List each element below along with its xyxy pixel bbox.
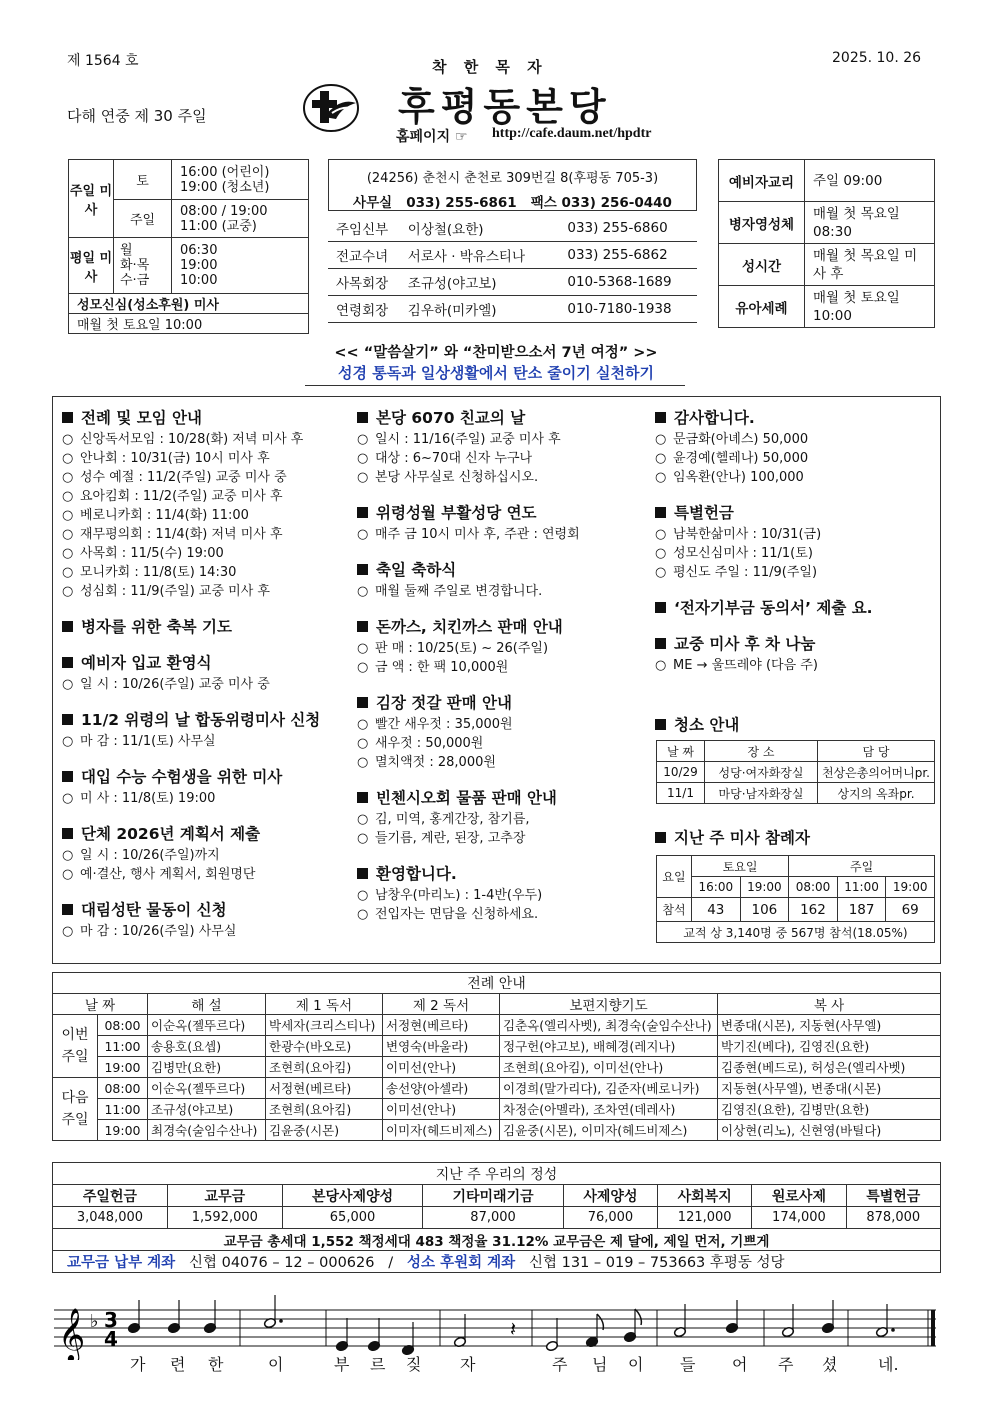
contact-row	[328, 269, 697, 296]
notice-section	[357, 786, 647, 848]
rest-icon: 𝄽	[510, 1317, 517, 1341]
notice-item: ○ 매주 금 10시 미사 후, 주관 : 연령회	[357, 527, 580, 542]
contact-role: 연령회장	[336, 303, 389, 319]
lyric-syllable: 들	[680, 1355, 696, 1374]
lyric-syllable: 한	[208, 1355, 224, 1374]
notice-item: ○ 성심회 : 11/9(주일) 교중 미사 후	[62, 584, 270, 599]
sacrament-label: 유아세례	[719, 286, 805, 328]
lyric-syllable: 어	[732, 1355, 748, 1374]
offering-header: 본당사제양성	[282, 1185, 423, 1207]
attendance-time: 11:00	[837, 877, 886, 898]
liturgy-cell: 이상현(리노), 신현영(바틸다)	[718, 1120, 941, 1141]
liturgy-cell: 김종현(베드로), 허성은(엘리사벳)	[718, 1057, 941, 1078]
cleaning-cell: 상지의 옥좌pr.	[818, 783, 935, 804]
bullet-square-icon	[357, 507, 368, 518]
notice-item: ○ 일 시 : 10/26(주일) 교중 미사 중	[62, 677, 270, 692]
notice-item: ○ 재무평의회 : 11/4(화) 저녁 미사 후	[62, 527, 283, 542]
notice-item: ○ 판 매 : 10/25(토) ~ 26(주일)	[357, 641, 549, 656]
cleaning-cell: 천상은총의어머니pr.	[818, 762, 935, 783]
liturgy-cell: 변영숙(바울라)	[383, 1036, 500, 1057]
attendance-title: 지난 주 미사 참례자	[674, 829, 810, 847]
notice-title: 전례 및 모임 안내	[81, 409, 203, 427]
offering-header: 기타미래기금	[423, 1185, 564, 1207]
liturgy-cell: 08:00	[98, 1078, 148, 1099]
liturgy-cell: 이미자(헤드비제스)	[383, 1120, 500, 1141]
offering-header: 특별헌금	[846, 1185, 940, 1207]
offering-header: 사제양성	[563, 1185, 657, 1207]
cleaning-cell: 10/29	[657, 762, 705, 783]
notice-title: 본당 6070 친교의 날	[376, 409, 526, 427]
sacrament-value: 매월 첫 토요일 10:00	[805, 286, 935, 328]
bullet-square-icon	[62, 714, 73, 725]
issue-date: 2025. 10. 26	[832, 50, 922, 66]
liturgy-cell: 19:00	[98, 1120, 148, 1141]
address: (24256) 춘천시 춘천로 309번길 8(후평동 705-3)	[366, 171, 659, 186]
liturgy-cell: 조현희(요아킴)	[266, 1099, 383, 1120]
contact-row	[328, 215, 697, 242]
weekday-times: 06:30 19:00 10:00	[172, 238, 309, 294]
bullet-square-icon	[62, 904, 73, 915]
contact-name: 이상철(요한)	[407, 222, 484, 238]
notice-section	[357, 615, 647, 677]
liturgy-cell: 조현희(요아킴), 이미선(안나)	[500, 1057, 718, 1078]
notice-item: ○ 빨간 새우젓 : 35,000원	[357, 717, 513, 732]
notice-item: ○ 전입자는 면담을 신청하세요.	[357, 907, 539, 922]
mass-times-table	[68, 159, 309, 334]
sacrament-label: 병자영성체	[719, 202, 805, 244]
office-phone: 사무실 033) 255-6861 팩스 033) 256-0440	[353, 195, 672, 211]
liturgy-cell: 이순옥(젤뚜르다)	[148, 1078, 266, 1099]
time-signature-top: 3	[104, 1308, 118, 1332]
liturgy-cell: 송선양(아셀라)	[383, 1078, 500, 1099]
contact-name: 김우하(미카엘)	[407, 303, 497, 319]
notices-col2	[357, 406, 647, 938]
flat-icon: ♭	[90, 1311, 99, 1332]
weekday-days: 월 화·목 수·금	[114, 238, 172, 294]
lyrics	[52, 1352, 941, 1376]
liturgy-cell: 송용호(요셉)	[148, 1036, 266, 1057]
liturgy-cell: 변종대(시몬), 지동현(사무엘)	[718, 1015, 941, 1036]
bullet-square-icon	[357, 697, 368, 708]
lyric-syllable: 주	[778, 1355, 794, 1374]
notice-item: ○ 성모신심미사 : 11/1(토)	[655, 546, 813, 561]
cleaning-header-place: 장 소	[705, 741, 818, 762]
liturgy-cell: 차정순(아멜라), 조차연(데레사)	[500, 1099, 718, 1120]
account1-label: 교무금 납부 계좌	[67, 1255, 176, 1271]
bullet-square-icon	[655, 507, 666, 518]
notice-section	[62, 708, 347, 751]
notice-section	[655, 406, 940, 487]
notice-section	[357, 558, 647, 601]
notice-item: ○ 매월 둘째 주일로 변경합니다.	[357, 584, 543, 599]
divider	[305, 385, 685, 386]
liturgy-title: 전례 안내	[53, 973, 941, 994]
monthly-mass-title: 성모신심(성소후원) 미사	[69, 294, 309, 314]
notice-item: ○ 안나회 : 10/31(금) 10시 미사 후	[62, 451, 270, 466]
notice-item: ○ 문금화(아녜스) 50,000	[655, 432, 809, 447]
lyric-syllable: 네.	[878, 1355, 899, 1374]
contact-box	[328, 159, 697, 211]
notices-col1	[62, 406, 347, 955]
liturgical-week: 다해 연중 제 30 주일	[67, 107, 207, 125]
attendance-summary: 교적 상 3,140명 중 567명 참석(18.05%)	[657, 922, 935, 943]
bullet-square-icon	[357, 792, 368, 803]
notice-item: ○ 남북한삶미사 : 10/31(금)	[655, 527, 822, 542]
attendance-count: 162	[789, 898, 838, 922]
notice-item: ○ 성수 예절 : 11/2(주일) 교중 미사 중	[62, 470, 287, 485]
cleaning-header-date: 날 짜	[657, 741, 705, 762]
notice-section	[62, 765, 347, 808]
notice-title: 대림성탄 물동이 신청	[81, 901, 227, 919]
notice-item: ○ 새우젓 : 50,000원	[357, 736, 484, 751]
liturgy-cell: 조현희(요아킴)	[266, 1057, 383, 1078]
bullet-square-icon	[357, 621, 368, 632]
notice-title: 대입 수능 수험생을 위한 미사	[81, 768, 283, 786]
notice-section	[62, 651, 347, 694]
notice-item: ○ 예·결산, 행사 계획서, 회원명단	[62, 867, 256, 882]
notice-item: ○ 마 감 : 11/1(토) 사무실	[62, 734, 216, 749]
liturgy-cell: 김춘옥(엘리사벳), 최경숙(술임수산나)	[500, 1015, 718, 1036]
sacrament-label: 예비자교리	[719, 160, 805, 202]
offering-value: 65,000	[282, 1207, 423, 1229]
cleaning-section	[655, 713, 739, 737]
notice-section	[62, 615, 347, 637]
issue-number: 제 1564 호	[67, 53, 139, 69]
notice-section	[655, 596, 940, 618]
offering-value: 878,000	[846, 1207, 940, 1229]
liturgy-cell: 19:00	[98, 1057, 148, 1078]
contact-phone: 010-7180-1938	[567, 301, 672, 317]
notice-title: 교중 미사 후 차 나눔	[674, 635, 816, 653]
liturgy-cell: 이순옥(젤뚜르다)	[148, 1015, 266, 1036]
offering-value: 76,000	[563, 1207, 657, 1229]
liturgy-cell: 11:00	[98, 1099, 148, 1120]
notice-title: 위령성월 부활성당 연도	[376, 504, 537, 522]
notice-title: ‘전자기부금 동의서’ 제출 요.	[674, 599, 873, 617]
liturgy-week-label: 다음 주일	[53, 1078, 98, 1141]
contact-row	[328, 296, 697, 323]
sacrament-value: 매월 첫 목요일 08:30	[805, 202, 935, 244]
liturgy-cell: 김윤중(시몬)	[266, 1120, 383, 1141]
offering-header: 교무금	[167, 1185, 282, 1207]
sacrament-value: 주일 09:00	[805, 160, 935, 202]
saturday-label: 토	[114, 160, 172, 200]
bullet-square-icon	[357, 564, 368, 575]
lyric-syllable: 님	[592, 1355, 608, 1374]
notice-title: 환영합니다.	[376, 865, 457, 883]
notice-section	[655, 501, 940, 582]
slogan-line1: << “말씀살기” 와 “찬미받으소서 7년 여정” >>	[334, 345, 658, 361]
notice-item: ○ 마 감 : 10/26(주일) 사무실	[62, 924, 237, 939]
bullet-square-icon	[62, 412, 73, 423]
liturgy-cell: 이미선(안나)	[383, 1099, 500, 1120]
attendance-time: 19:00	[740, 877, 789, 898]
cleaning-title: 청소 안내	[674, 716, 740, 734]
bullet-square-icon	[357, 412, 368, 423]
cleaning-header-team: 담 당	[818, 741, 935, 762]
notice-item: ○ 일 시 : 10/26(주일)까지	[62, 848, 220, 863]
notice-item: ○ 본당 사무실로 신청하십시오.	[357, 470, 539, 485]
offering-header: 원로사제	[752, 1185, 846, 1207]
contact-phone: 010-5368-1689	[567, 274, 672, 290]
liturgy-cell: 한광수(바오로)	[266, 1036, 383, 1057]
attendance-time: 19:00	[886, 877, 935, 898]
notice-item: ○ 모니카회 : 11/8(토) 14:30	[62, 565, 237, 580]
sacraments-table	[718, 159, 935, 328]
weekday-mass-label: 평일 미사	[69, 238, 114, 294]
lyric-syllable: 주	[552, 1355, 568, 1374]
contact-phone: 033) 255-6862	[567, 247, 668, 263]
notice-title: 축일 축하식	[376, 561, 457, 579]
accounts-row	[53, 1251, 941, 1273]
notice-section	[357, 501, 647, 544]
notice-title: 병자를 위한 축복 기도	[81, 618, 232, 636]
notice-title: 김장 젓갈 판매 안내	[376, 694, 512, 712]
liturgy-cell: 서정현(베르타)	[266, 1078, 383, 1099]
bullet-square-icon	[357, 868, 368, 879]
notice-section	[357, 862, 647, 924]
contact-name: 조규성(야고보)	[407, 276, 497, 292]
notice-item: ○ 김, 미역, 홍게간장, 참기름,	[357, 812, 530, 827]
liturgy-cell: 조규성(야고보)	[148, 1099, 266, 1120]
monthly-mass-time: 매월 첫 토요일 10:00	[69, 314, 309, 334]
liturgy-header: 보편지향기도	[500, 994, 718, 1015]
attendance-day-label: 요일	[657, 856, 692, 898]
offering-value: 3,048,000	[53, 1207, 168, 1229]
notice-section	[357, 406, 647, 487]
notice-item: ○ 요아킴회 : 11/2(주일) 교중 미사 후	[62, 489, 283, 504]
parish-logo	[302, 83, 360, 133]
notice-item: ○ 대상 : 6~70대 신자 누구나	[357, 451, 533, 466]
liturgy-table	[52, 972, 941, 1141]
sunday-times: 08:00 / 19:00 11:00 (교중)	[172, 200, 309, 238]
cleaning-cell: 마당·남자화장실	[705, 783, 818, 804]
lyric-syllable: 르	[370, 1355, 386, 1374]
attendance-count: 106	[740, 898, 789, 922]
contact-role: 주임신부	[336, 222, 389, 238]
attendance-sat: 토요일	[692, 856, 789, 877]
offering-title: 지난 주 우리의 정성	[53, 1163, 941, 1185]
notice-title: 특별헌금	[674, 504, 734, 522]
homepage-link[interactable]: http://cafe.daum.net/hpdtr	[492, 126, 652, 141]
liturgy-cell: 김병만(요한)	[148, 1057, 266, 1078]
contact-name: 서로사 · 박유스티나	[407, 249, 525, 265]
notice-title: 빈첸시오회 물품 판매 안내	[376, 789, 557, 807]
account1-number: 신협 04076 – 12 – 000626 /	[188, 1255, 394, 1271]
cleaning-cell: 11/1	[657, 783, 705, 804]
bullet-square-icon	[62, 621, 73, 632]
notice-item: ○ ME → 울뜨레야 (다음 주)	[655, 658, 818, 673]
notice-item: ○ 멸치액젓 : 28,000원	[357, 755, 496, 770]
attendance-table	[656, 855, 935, 943]
liturgy-cell: 최경숙(술임수산나)	[148, 1120, 266, 1141]
staff-svg	[52, 1290, 941, 1360]
notice-title: 단체 2026년 계획서 제출	[81, 825, 261, 843]
attendance-sun: 주일	[789, 856, 935, 877]
contact-list	[328, 215, 697, 323]
account2-number: 신협 131 – 019 – 753663 후평동 성당	[529, 1255, 785, 1271]
bullet-square-icon	[62, 771, 73, 782]
bullet-square-icon	[655, 602, 666, 613]
lyric-syllable: 련	[170, 1355, 186, 1374]
offering-summary: 교무금 총세대 1,552 책정세대 483 책정율 31.12% 교무금은 제 달에, 제일 먼저, 기쁘게	[53, 1229, 941, 1251]
notice-item: ○ 베로니카회 : 11/4(화) 11:00	[62, 508, 249, 523]
notice-item: ○ 윤경예(헬레나) 50,000	[655, 451, 809, 466]
attendance-time: 16:00	[692, 877, 741, 898]
homepage-label: 홈페이지 ☞	[396, 129, 468, 145]
bullet-square-icon	[62, 657, 73, 668]
offering-header: 사회복지	[658, 1185, 752, 1207]
lyric-syllable: 부	[334, 1355, 350, 1374]
attendance-count: 43	[692, 898, 741, 922]
liturgy-cell: 정구헌(야고보), 배혜경(레지나)	[500, 1036, 718, 1057]
liturgy-header: 해 설	[148, 994, 266, 1015]
offering-value: 174,000	[752, 1207, 846, 1229]
liturgy-cell: 김영진(요한), 김병만(요한)	[718, 1099, 941, 1120]
liturgy-cell: 박세자(크리스티나)	[266, 1015, 383, 1036]
contact-phone: 033) 255-6860	[567, 220, 668, 236]
liturgy-week-label: 이번 주일	[53, 1015, 98, 1078]
liturgy-header: 날 짜	[53, 994, 148, 1015]
lyric-syllable: 가	[130, 1355, 146, 1374]
sunday-label: 주일	[114, 200, 172, 238]
liturgy-cell: 이경희(말가리다), 김준자(베로니카)	[500, 1078, 718, 1099]
attendance-count: 69	[886, 898, 935, 922]
sacrament-value: 매월 첫 목요일 미사 후	[805, 244, 935, 286]
offering-value: 1,592,000	[167, 1207, 282, 1229]
notice-section	[357, 691, 647, 772]
notice-item: ○ 들기름, 계란, 된장, 고추장	[357, 831, 526, 846]
offering-table	[52, 1162, 941, 1273]
attendance-count: 187	[837, 898, 886, 922]
sacrament-label: 성시간	[719, 244, 805, 286]
notices-col3	[655, 406, 940, 689]
offering-value: 87,000	[423, 1207, 564, 1229]
notice-section	[62, 406, 347, 601]
bullet-square-icon	[62, 828, 73, 839]
music-staff	[52, 1290, 941, 1390]
parish-title: 후평동본당	[398, 84, 612, 129]
slogan-line2: 성경 통독과 일상생활에서 탄소 줄이기 실천하기	[338, 364, 654, 382]
newsletter-subtitle: 착 한 목 자	[432, 58, 548, 76]
liturgy-cell: 이미선(안나)	[383, 1057, 500, 1078]
sunday-mass-label: 주일 미사	[69, 160, 114, 238]
notice-item: ○ 사목회 : 11/5(수) 19:00	[62, 546, 224, 561]
attendance-section	[655, 826, 810, 850]
notice-item: ○ 남창우(마리노) : 1-4반(우두)	[357, 888, 543, 903]
liturgy-header: 제 1 독서	[266, 994, 383, 1015]
liturgy-cell: 11:00	[98, 1036, 148, 1057]
liturgy-cell: 김윤중(시몬), 이미자(헤드비제스)	[500, 1120, 718, 1141]
notice-item: ○ 미 사 : 11/8(토) 19:00	[62, 791, 216, 806]
treble-clef-icon: 𝄞	[58, 1307, 86, 1360]
notice-section	[62, 898, 347, 941]
lyric-syllable: 셨	[822, 1355, 838, 1374]
notice-item: ○ 신앙독서모임 : 10/28(화) 저녁 미사 후	[62, 432, 304, 447]
liturgy-cell: 박기진(베다), 김영진(요한)	[718, 1036, 941, 1057]
contact-role: 전교수녀	[336, 249, 389, 265]
contact-row	[328, 242, 697, 269]
bullet-square-icon	[655, 638, 666, 649]
notice-item: ○ 금 액 : 한 팩 10,000원	[357, 660, 509, 675]
notice-section	[62, 822, 347, 884]
attendance-count-label: 참석	[657, 898, 692, 922]
time-signature-bottom: 4	[104, 1327, 118, 1351]
notice-item: ○ 평신도 주일 : 11/9(주일)	[655, 565, 818, 580]
offering-value: 121,000	[658, 1207, 752, 1229]
lyric-syllable: 짖	[406, 1355, 422, 1374]
liturgy-header: 제 2 독서	[383, 994, 500, 1015]
notice-title: 예비자 입교 환영식	[81, 654, 212, 672]
notice-title: 11/2 위령의 날 합동위령미사 신청	[81, 711, 321, 729]
cleaning-table	[656, 740, 935, 804]
liturgy-header: 복 사	[718, 994, 941, 1015]
notice-section	[655, 632, 940, 675]
notice-title: 돈까스, 치킨까스 판매 안내	[376, 618, 563, 636]
saturday-times: 16:00 (어린이) 19:00 (청소년)	[172, 160, 309, 200]
contact-role: 사목회장	[336, 276, 389, 292]
offering-header: 주일헌금	[53, 1185, 168, 1207]
notice-item: ○ 임옥환(안나) 100,000	[655, 470, 804, 485]
lyric-syllable: 자	[460, 1355, 476, 1374]
attendance-time: 08:00	[789, 877, 838, 898]
notice-item: ○ 일시 : 11/16(주일) 교중 미사 후	[357, 432, 561, 447]
liturgy-cell: 08:00	[98, 1015, 148, 1036]
liturgy-cell: 지동현(사무엘), 변종대(시몬)	[718, 1078, 941, 1099]
lyric-syllable: 이	[628, 1355, 644, 1374]
account2-label: 성소 후원회 계좌	[407, 1255, 516, 1271]
liturgy-cell: 서정현(베르타)	[383, 1015, 500, 1036]
lyric-syllable: 이	[268, 1355, 284, 1374]
notice-title: 감사합니다.	[674, 409, 755, 427]
bullet-square-icon	[655, 412, 666, 423]
cleaning-cell: 성당·여자화장실	[705, 762, 818, 783]
